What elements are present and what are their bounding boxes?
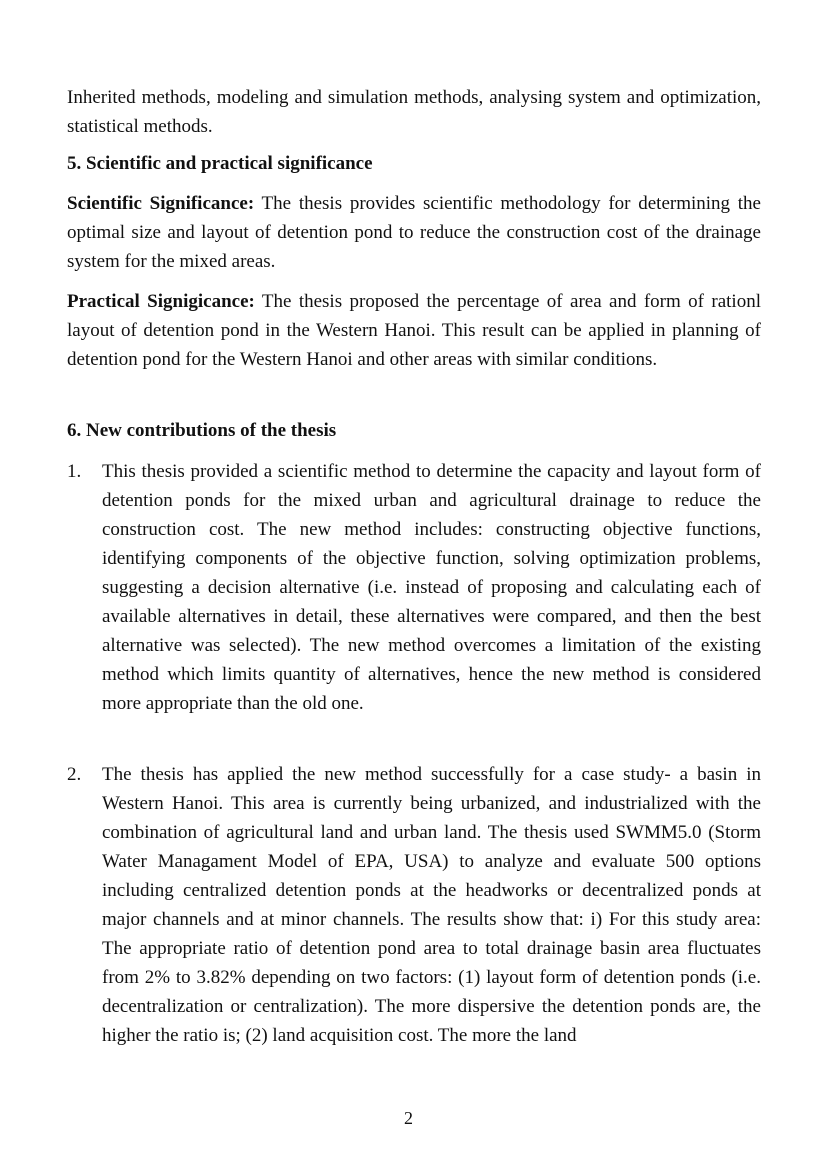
page-number: 2 xyxy=(404,1108,413,1128)
scientific-significance-paragraph xyxy=(67,189,761,276)
intro-paragraph: Inherited methods, modeling and simulation methods, analysing system and optimization, statistical methods. xyxy=(67,87,761,137)
scientific-significance-text: The thesis provides scientific methodology for determining the optimal size and layout of detention pond to reduce the construction cost of the drainage system for the mixed areas. xyxy=(67,193,761,272)
list-item-number: 1. xyxy=(67,461,82,482)
scientific-significance-label: Scientific Significance: xyxy=(67,193,255,214)
practical-significance-label: Practical Signigicance: xyxy=(67,291,255,312)
list-item-text: This thesis provided a scientific method to determine the capacity and layout form of detention ponds for the mixed urban and agricultural drainage to reduce the construction cost. The new method includes: constructing objective functions, identifying components of the objective function, solving optimization problems, suggesting a decision alternative (i.e. instead of proposing and calculating each of available alternatives in detail, these alternatives were compared, and then the best alternative was selected). The new method overcomes a limitation of the existing method which limits quantity of alternatives, hence the new method is considered more appropriate than the old one. xyxy=(102,461,761,714)
list-item xyxy=(67,760,761,1050)
practical-significance-text: The thesis proposed the percentage of area and form of rationl layout of detention pond in the Western Hanoi. This result can be applied in planning of detention pond for the Western Hanoi and other areas with similar conditions. xyxy=(67,291,761,370)
list-item xyxy=(67,457,761,718)
list-item-number: 2. xyxy=(67,764,82,785)
section-5-heading: 5. Scientific and practical significance xyxy=(67,153,373,174)
section-6-heading: 6. New contributions of the thesis xyxy=(67,420,337,441)
list-item-text: The thesis has applied the new method successfully for a case study- a basin in Western Hanoi. This area is currently being urbanized, and industrialized with the combination of agricultural land and urban land. The thesis used SWMM5.0 (Storm Water Managament Model of EPA, USA) to analyze and evaluate 500 options including centralized detention ponds at the headworks or decentralized ponds at major channels and at minor channels. The results show that: i) For this study area: The appropriate ratio of detention pond area to total drainage basin area fluctuates from 2% to 3.82% depending on two factors: (1) layout form of detention ponds (i.e. decentralization or centralization). The more dispersive the detention ponds are, the higher the ratio is; (2) land acquisition cost. The more the land xyxy=(102,764,761,1046)
practical-significance-paragraph xyxy=(67,287,761,374)
